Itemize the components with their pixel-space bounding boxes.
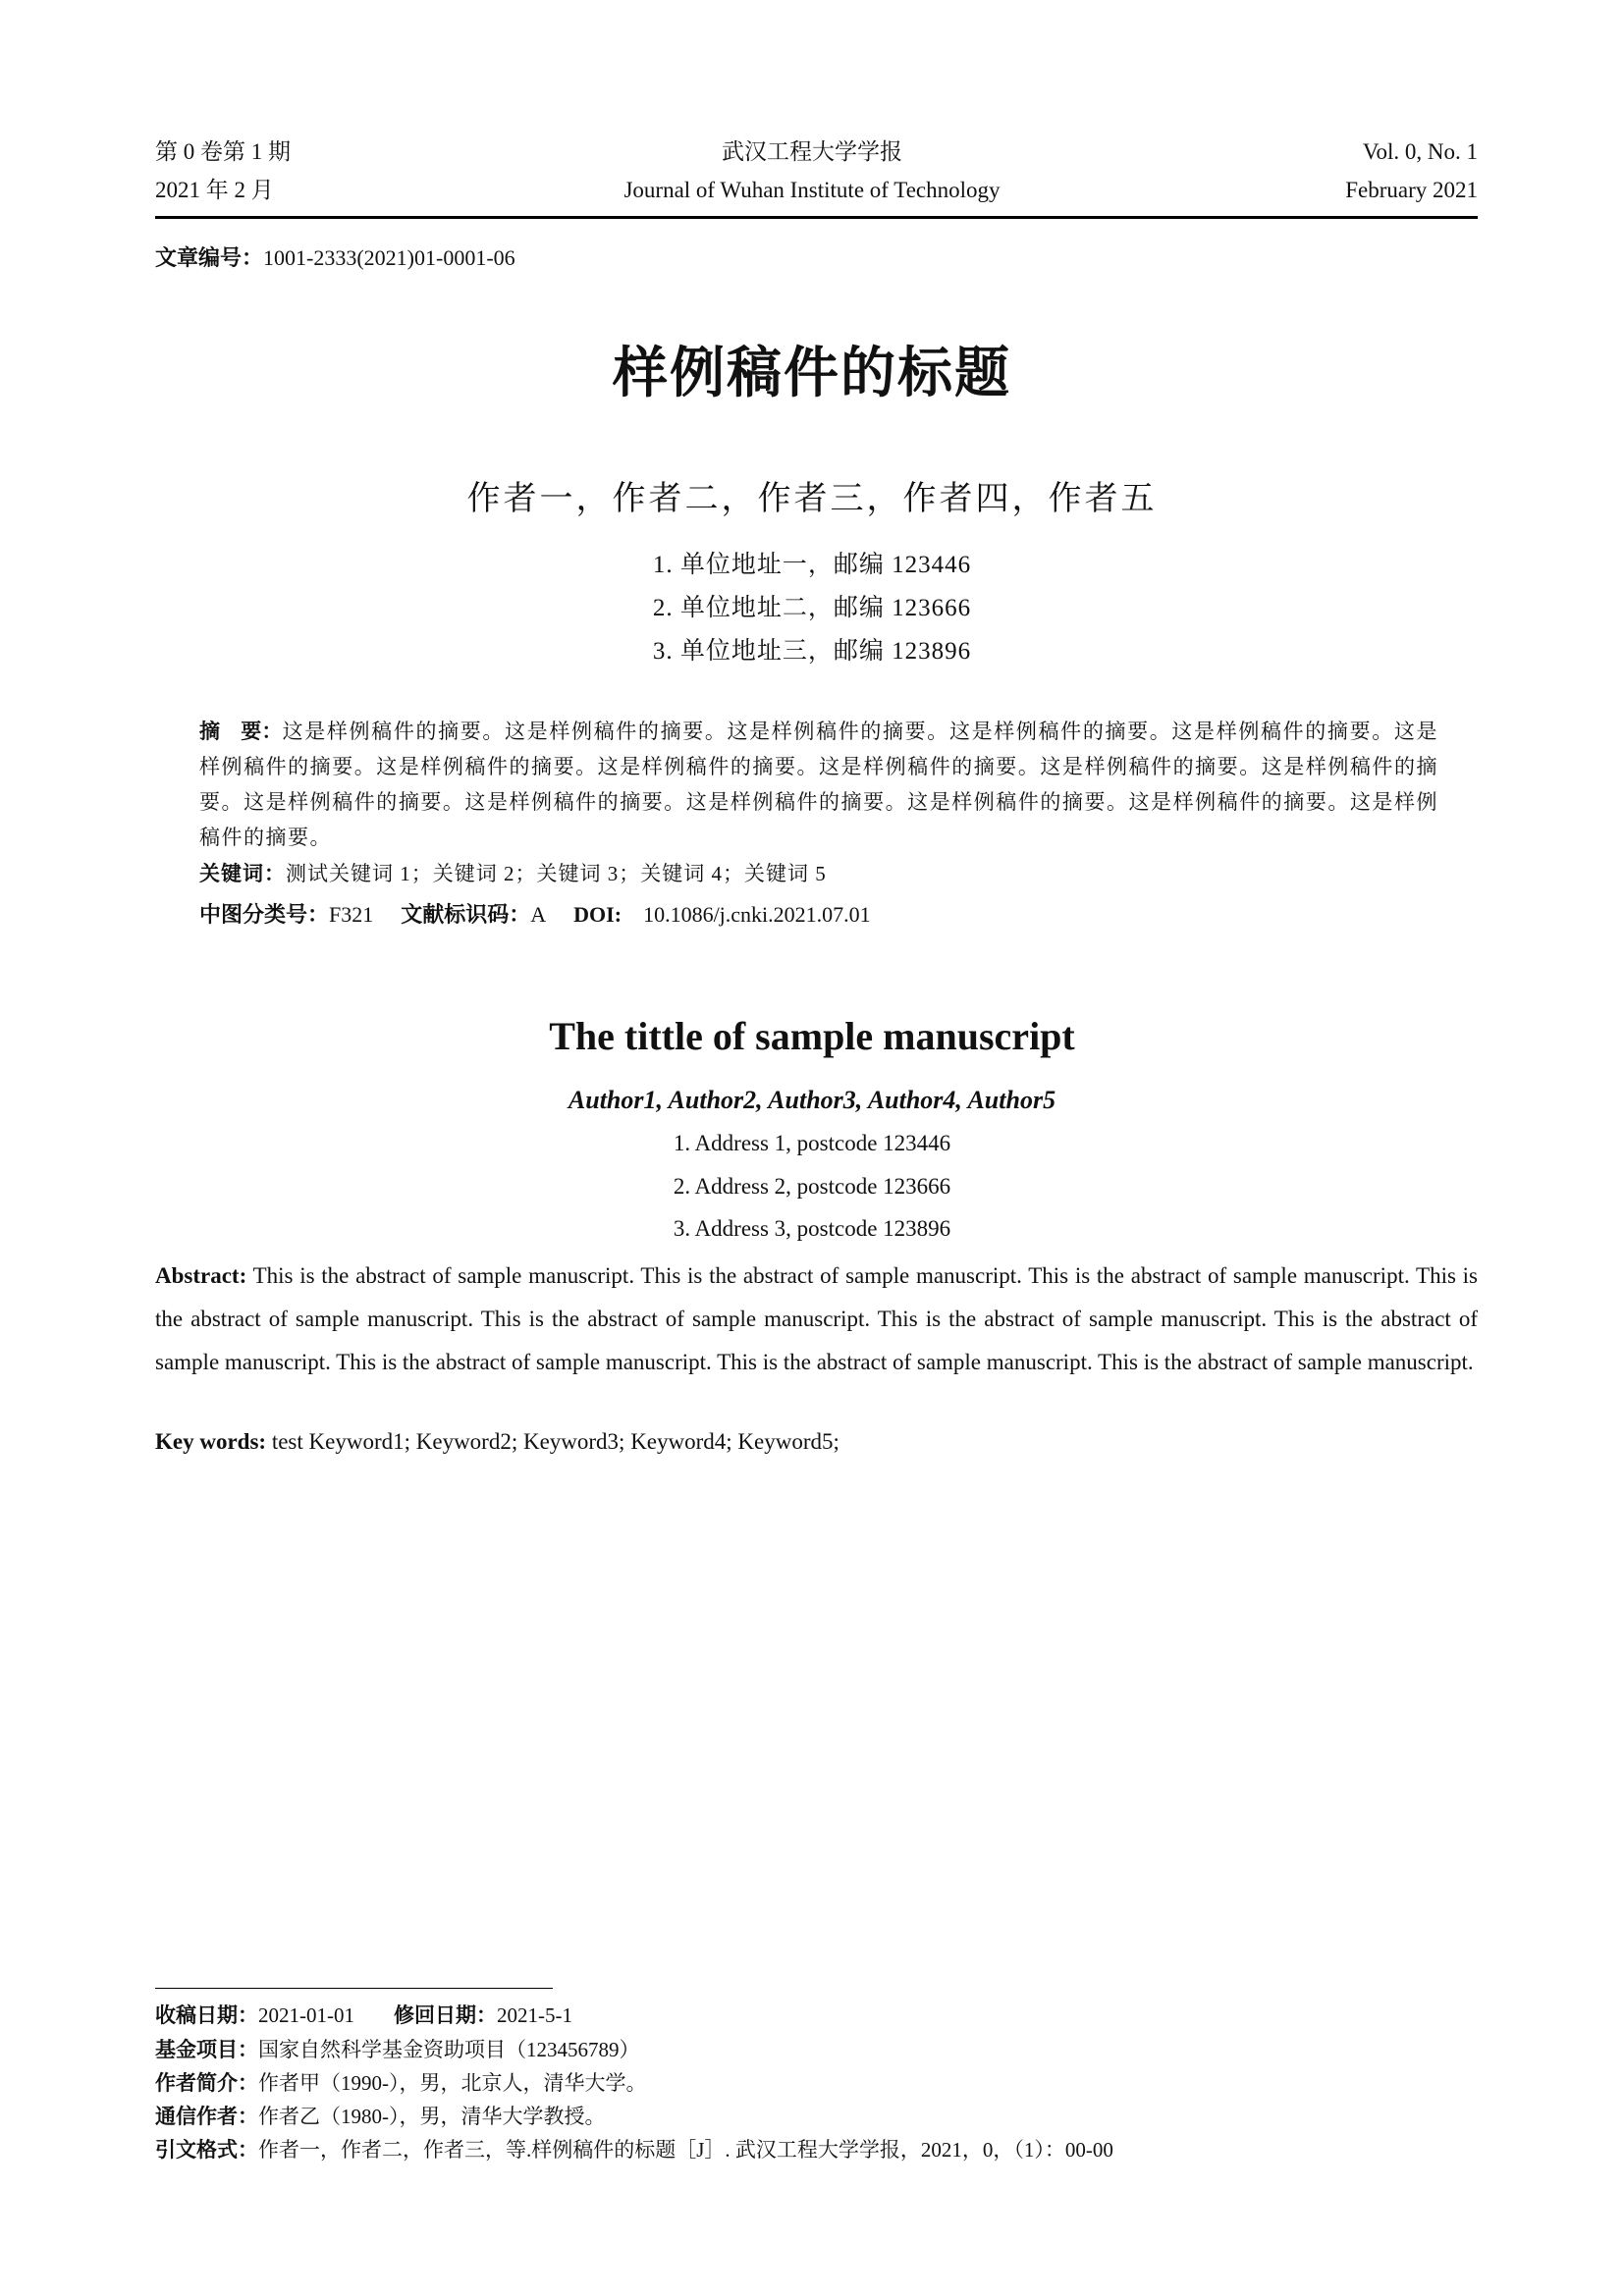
footnote-corresponding bbox=[155, 2103, 606, 2130]
corresponding-value: 作者乙（1980-），男，清华大学教授。 bbox=[258, 2105, 606, 2128]
citation-value: 作者一，作者二，作者三，等.样例稿件的标题［J］. 武汉工程大学学报，2021，0，（1）：00-00 bbox=[258, 2138, 1113, 2162]
corresponding-label: 通信作者： bbox=[155, 2105, 258, 2128]
address-en-3: 3. Address 3, postcode 123896 bbox=[673, 1216, 951, 1241]
header-journal-en: Journal of Wuhan Institute of Technology bbox=[623, 178, 1001, 202]
abstract-en-label: Abstract: bbox=[155, 1263, 247, 1288]
article-number-value: 1001-2333(2021)01-0001-06 bbox=[263, 245, 515, 270]
doi-label: DOI: bbox=[573, 902, 623, 927]
keywords-cn-text: 测试关键词 1；关键词 2；关键词 3；关键词 4；关键词 5 bbox=[286, 862, 827, 885]
address-en-1: 1. Address 1, postcode 123446 bbox=[673, 1131, 951, 1155]
keywords-en bbox=[155, 1425, 839, 1459]
bio-label: 作者简介： bbox=[155, 2071, 258, 2095]
received-label: 收稿日期： bbox=[155, 2003, 258, 2027]
header-date-en: February 2021 bbox=[1345, 178, 1478, 202]
article-number-label: 文章编号： bbox=[155, 246, 264, 271]
bio-value: 作者甲（1990-），男，北京人，清华大学。 bbox=[258, 2071, 647, 2095]
authors-cn: 作者一，作者二，作者三，作者四，作者五 bbox=[466, 481, 1158, 517]
abstract-en bbox=[155, 1255, 1478, 1384]
address-en-2: 2. Address 2, postcode 123666 bbox=[673, 1174, 951, 1199]
footnote-rule bbox=[155, 1988, 553, 1989]
article-number bbox=[155, 244, 515, 273]
abstract-cn-text: 这是样例稿件的摘要。这是样例稿件的摘要。这是样例稿件的摘要。这是样例稿件的摘要。这是样例稿件的摘要。这是样例稿件的摘要。这是样例稿件的摘要。这是样例稿件的摘要。这是样例稿件的摘要。这是样例稿件的摘要。这是样例稿件的摘要。这是样例稿件的摘要。这是样例稿件的摘要。这是样例稿件的摘要。这是样例稿件的摘要。这是样例稿件的摘要。这是样例稿件的摘要。 bbox=[199, 720, 1439, 849]
clc-label: 中图分类号： bbox=[199, 903, 330, 928]
fund-label: 基金项目： bbox=[155, 2038, 258, 2061]
footnote-citation bbox=[155, 2136, 1113, 2163]
address-cn-2: 2. 单位地址二，邮编 123666 bbox=[652, 595, 972, 621]
footnote-dates bbox=[155, 2002, 572, 2029]
address-cn-1: 1. 单位地址一，邮编 123446 bbox=[652, 552, 972, 578]
address-cn-3: 3. 单位地址三，邮编 123896 bbox=[652, 638, 972, 665]
header-journal-cn: 武汉工程大学学报 bbox=[722, 139, 902, 164]
doc-code-value: A bbox=[530, 902, 547, 927]
abstract-cn bbox=[199, 714, 1438, 855]
keywords-en-text: test Keyword1; Keyword2; Keyword3; Keyword4; Keyword5; bbox=[271, 1429, 839, 1454]
doc-code-label: 文献标识码： bbox=[401, 903, 531, 928]
keywords-cn-label: 关键词： bbox=[199, 862, 286, 885]
clc-value: F321 bbox=[329, 902, 374, 927]
doi-value: 10.1086/j.cnki.2021.07.01 bbox=[643, 902, 871, 927]
abstract-cn-label: 摘 要： bbox=[199, 720, 283, 743]
keywords-en-label: Key words: bbox=[155, 1429, 267, 1454]
header-volume-en: Vol. 0, No. 1 bbox=[1362, 139, 1478, 164]
keywords-cn bbox=[199, 856, 1438, 891]
title-cn: 样例稿件的标题 bbox=[613, 342, 1011, 405]
footnote-fund bbox=[155, 2036, 640, 2063]
citation-label: 引文格式： bbox=[155, 2138, 258, 2162]
classification-line bbox=[199, 897, 1438, 934]
authors-en: Author1, Author2, Author3, Author4, Author5 bbox=[568, 1086, 1056, 1114]
header-rule bbox=[155, 216, 1478, 219]
header-date-cn: 2021 年 2 月 bbox=[155, 178, 274, 202]
received-value: 2021-01-01 bbox=[258, 2003, 354, 2027]
revised-label: 修回日期： bbox=[394, 2003, 497, 2027]
abstract-en-text: This is the abstract of sample manuscript. This is the abstract of sample manuscript. This is the abstract of sample manuscript. This is the abstract of sample manuscript. This is the abstract of sample manuscript. This is the abstract of sample manuscript. This is the abstract of sample manuscript. This is the abstract of sample manuscript. This is the abstract of sample manuscript. This is the abstract of sample manuscript. bbox=[155, 1263, 1478, 1374]
fund-value: 国家自然科学基金资助项目（123456789） bbox=[258, 2038, 640, 2061]
title-en: The tittle of sample manuscript bbox=[549, 1014, 1075, 1058]
revised-value: 2021-5-1 bbox=[497, 2003, 572, 2027]
footnote-author-bio bbox=[155, 2069, 647, 2097]
header-volume-cn: 第 0 卷第 1 期 bbox=[155, 139, 291, 164]
